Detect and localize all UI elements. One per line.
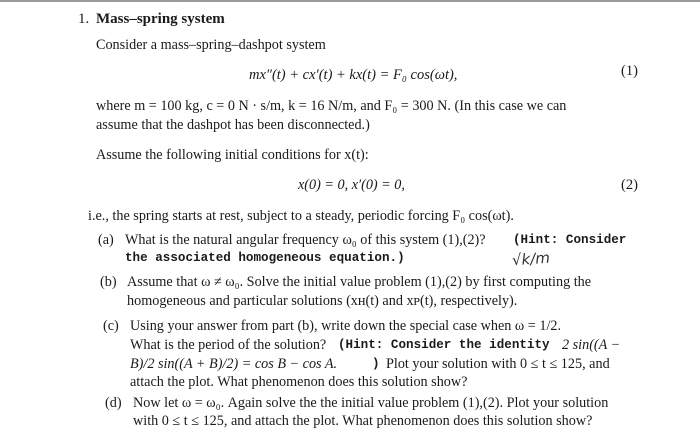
part-b-line-2: homogeneous and particular solutions (xʜ(t) and xᴘ(t), respectively). — [127, 293, 518, 309]
part-b-line-1: Assume that ω ≠ ω₀. Solve the initial value problem (1),(2) by first computing the — [127, 274, 592, 290]
part-a-label: (a) — [98, 232, 114, 248]
parameters-line-1: where m = 100 kg, c = 0 N · s/m, k = 16 N/m, and F₀ = 300 N. (In this case we can — [96, 98, 567, 114]
part-b-label: (b) — [100, 274, 117, 290]
intro-text: Consider a mass–spring–dashpot system — [96, 37, 326, 53]
equation-2-label: (2) — [621, 177, 638, 193]
part-c-identity-end: B)/2 sin((A + B)/2) = cos B − cos A. — [130, 356, 338, 372]
part-c-line-4: attach the plot. What phenomenon does this solution show? — [130, 374, 468, 390]
part-c-identity-start: 2 sin((A − — [562, 337, 621, 353]
part-d-label: (d) — [105, 395, 122, 411]
part-c-label: (c) — [103, 318, 119, 334]
part-a-hint-end: the associated homogeneous equation.) — [125, 251, 405, 265]
part-c-line-1: Using your answer from part (b), write down the special case when ω = 1/2. — [130, 318, 562, 334]
equation-1-label: (1) — [621, 63, 638, 79]
part-a-hint-start: (Hint: Consider — [513, 233, 627, 247]
part-c-hint-close: ) — [372, 357, 380, 371]
part-c-line-2-text: What is the period of the solution? — [130, 337, 327, 353]
initial-conditions-intro: Assume the following initial conditions for x(t): — [96, 147, 369, 163]
problem-number: 1. — [78, 11, 90, 27]
equation-2: x(0) = 0, x′(0) = 0, — [298, 177, 405, 193]
parameters-line-2: assume that the dashpot has been disconnected.) — [96, 117, 370, 133]
problem-title: Mass–spring system — [96, 11, 225, 27]
ie-line: i.e., the spring starts at rest, subject to a steady, periodic forcing F₀ cos(ωt). — [88, 208, 514, 224]
handwritten-note: √k/m — [511, 248, 551, 270]
equation-1: mx″(t) + cx′(t) + kx(t) = F₀ cos(ωt), — [249, 67, 458, 83]
part-c-hint: (Hint: Consider the identity — [338, 338, 550, 352]
part-d-line-1: Now let ω = ω₀. Again solve the the initial value problem (1),(2). Plot your solution — [133, 395, 609, 411]
part-c-line-3-text: Plot your solution with 0 ≤ t ≤ 125, and — [386, 356, 610, 372]
part-a-question: What is the natural angular frequency ω₀ of this system (1),(2)? — [125, 232, 486, 248]
part-d-line-2: with 0 ≤ t ≤ 125, and attach the plot. What phenomenon does this solution show? — [133, 413, 593, 429]
